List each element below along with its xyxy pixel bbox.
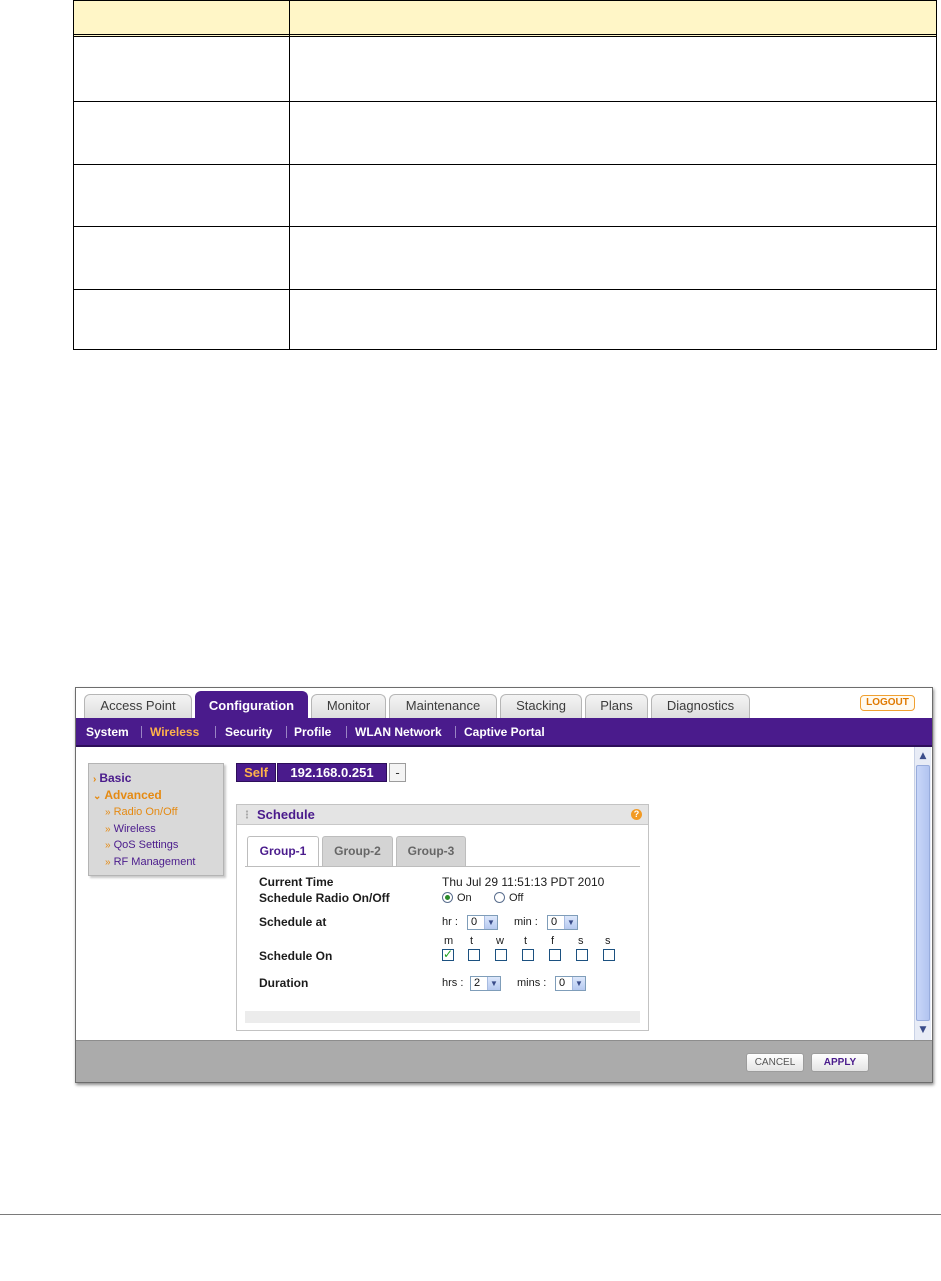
top-tab-bar: [76, 688, 932, 718]
day-label-s: s: [578, 935, 584, 947]
side-menu-advanced[interactable]: [93, 788, 162, 802]
min-label: min :: [514, 916, 538, 928]
subnav-security[interactable]: Security: [225, 725, 273, 739]
day-label-m: m: [444, 935, 454, 947]
footer-bar: [76, 1040, 932, 1082]
subnav-captive-portal[interactable]: Captive Portal: [464, 725, 545, 739]
apply-button[interactable]: APPLY: [811, 1053, 869, 1072]
side-menu: [88, 763, 224, 876]
document-table: [73, 0, 937, 350]
double-chevron-icon: »: [105, 857, 111, 868]
schedule-at-label: Schedule at: [259, 915, 327, 929]
arrow-right-icon: ›: [93, 774, 97, 785]
schedule-on-label: Schedule On: [259, 949, 333, 963]
logout-button[interactable]: LOGOUT: [860, 695, 915, 711]
day-label-t: t: [470, 935, 474, 947]
panel-footer-strip: [245, 1011, 640, 1023]
web-ui-screenshot: [75, 687, 933, 1083]
current-time-label: Current Time: [259, 875, 334, 889]
hr-select-value: 0: [471, 916, 478, 928]
day-label-s: s: [605, 935, 611, 947]
side-menu-item-qos-settings[interactable]: [105, 839, 178, 851]
subnav-separator: [215, 726, 216, 738]
side-menu-advanced-label: Advanced: [104, 788, 162, 802]
current-time-value: Thu Jul 29 11:51:13 PDT 2010: [442, 875, 605, 889]
side-menu-item-radio-on-off[interactable]: [105, 806, 178, 818]
subnav-separator: [455, 726, 456, 738]
day-checkbox-t[interactable]: [468, 949, 480, 961]
radio-on[interactable]: [442, 892, 453, 903]
radio-off-label: Off: [509, 892, 524, 904]
subnav-wireless[interactable]: Wireless: [150, 725, 200, 739]
day-label-w: w: [496, 935, 504, 947]
tab-plans[interactable]: Plans: [585, 694, 648, 718]
schedule-panel: [236, 804, 649, 1031]
table-row-divider: [74, 101, 936, 102]
double-chevron-icon: »: [105, 824, 111, 835]
chevron-down-icon: ▼: [564, 916, 577, 929]
chevron-down-icon: ▼: [487, 977, 500, 990]
side-menu-item-wireless[interactable]: [105, 823, 156, 835]
day-checkbox-s[interactable]: [603, 949, 615, 961]
subnav-separator: [141, 726, 142, 738]
scroll-down-icon[interactable]: ▼: [919, 1025, 927, 1035]
drag-handle-icon: [245, 810, 249, 819]
device-ip[interactable]: 192.168.0.251: [277, 763, 387, 782]
chevron-down-icon: ▼: [572, 977, 585, 990]
tab-stacking[interactable]: Stacking: [500, 694, 582, 718]
tab-monitor[interactable]: Monitor: [311, 694, 386, 718]
duration-label: Duration: [259, 976, 309, 990]
subnav-separator: [286, 726, 287, 738]
day-checkbox-s[interactable]: [576, 949, 588, 961]
day-checkbox-t[interactable]: [522, 949, 534, 961]
tab-group-3[interactable]: Group-3: [396, 836, 466, 866]
schedule-title: Schedule: [257, 807, 315, 822]
subnav-wlan-network[interactable]: WLAN Network: [355, 725, 442, 739]
main-content: [76, 747, 914, 1040]
table-header-row: [74, 1, 936, 37]
scrollbar-thumb[interactable]: [916, 765, 930, 1021]
double-chevron-icon: »: [105, 807, 111, 818]
day-checkbox-w[interactable]: [495, 949, 507, 961]
chevron-down-icon: ▼: [484, 916, 497, 929]
radio-off[interactable]: [494, 892, 505, 903]
schedule-form: [245, 866, 640, 1022]
day-checkbox-f[interactable]: [549, 949, 561, 961]
mins-label: mins :: [517, 977, 547, 989]
self-label: Self: [236, 763, 276, 782]
tab-group-2[interactable]: Group-2: [322, 836, 393, 866]
min-select[interactable]: [547, 915, 578, 930]
tab-access-point[interactable]: Access Point: [84, 694, 192, 718]
tab-diagnostics[interactable]: Diagnostics: [651, 694, 750, 718]
arrow-down-icon: ⌄: [93, 791, 102, 802]
side-menu-item-rf-management[interactable]: [105, 856, 196, 868]
subnav-system[interactable]: System: [86, 725, 129, 739]
day-label-f: f: [551, 935, 555, 947]
table-row-divider: [74, 226, 936, 227]
min-select-value: 0: [551, 916, 558, 928]
day-label-t: t: [524, 935, 528, 947]
scroll-up-icon[interactable]: ▲: [919, 751, 927, 761]
hrs-select[interactable]: [470, 976, 501, 991]
hrs-select-value: 2: [474, 977, 481, 989]
side-menu-item-label: Wireless: [113, 823, 156, 835]
table-row-divider: [74, 164, 936, 165]
vertical-scrollbar[interactable]: [914, 747, 931, 1040]
mins-select-value: 0: [559, 977, 566, 989]
help-icon[interactable]: ?: [631, 809, 642, 820]
side-menu-item-label: RF Management: [113, 856, 196, 868]
subnav-profile[interactable]: Profile: [294, 725, 332, 739]
radio-on-label: On: [457, 892, 472, 904]
tab-maintenance[interactable]: Maintenance: [389, 694, 497, 718]
page-footer-rule: [0, 1214, 941, 1215]
hr-select[interactable]: [467, 915, 498, 930]
cancel-button[interactable]: CANCEL: [746, 1053, 804, 1072]
hr-label: hr :: [442, 916, 458, 928]
side-menu-item-label: QoS Settings: [113, 839, 179, 851]
subnav-separator: [346, 726, 347, 738]
table-column-divider: [289, 1, 290, 349]
side-menu-item-label: Radio On/Off: [113, 806, 178, 818]
schedule-panel-header: [237, 805, 648, 825]
side-menu-basic[interactable]: [93, 771, 131, 785]
schedule-radio-label: Schedule Radio On/Off: [259, 891, 390, 905]
sub-navigation: [76, 718, 932, 747]
mins-select[interactable]: [555, 976, 586, 991]
tab-configuration[interactable]: Configuration: [195, 691, 308, 718]
double-chevron-icon: »: [105, 840, 111, 851]
tab-group-1[interactable]: Group-1: [247, 836, 319, 867]
device-dropdown-button[interactable]: -: [389, 763, 406, 782]
hrs-label: hrs :: [442, 977, 464, 989]
day-checkbox-m[interactable]: [442, 949, 454, 961]
side-menu-basic-label: Basic: [99, 771, 132, 785]
table-row-divider: [74, 289, 936, 290]
